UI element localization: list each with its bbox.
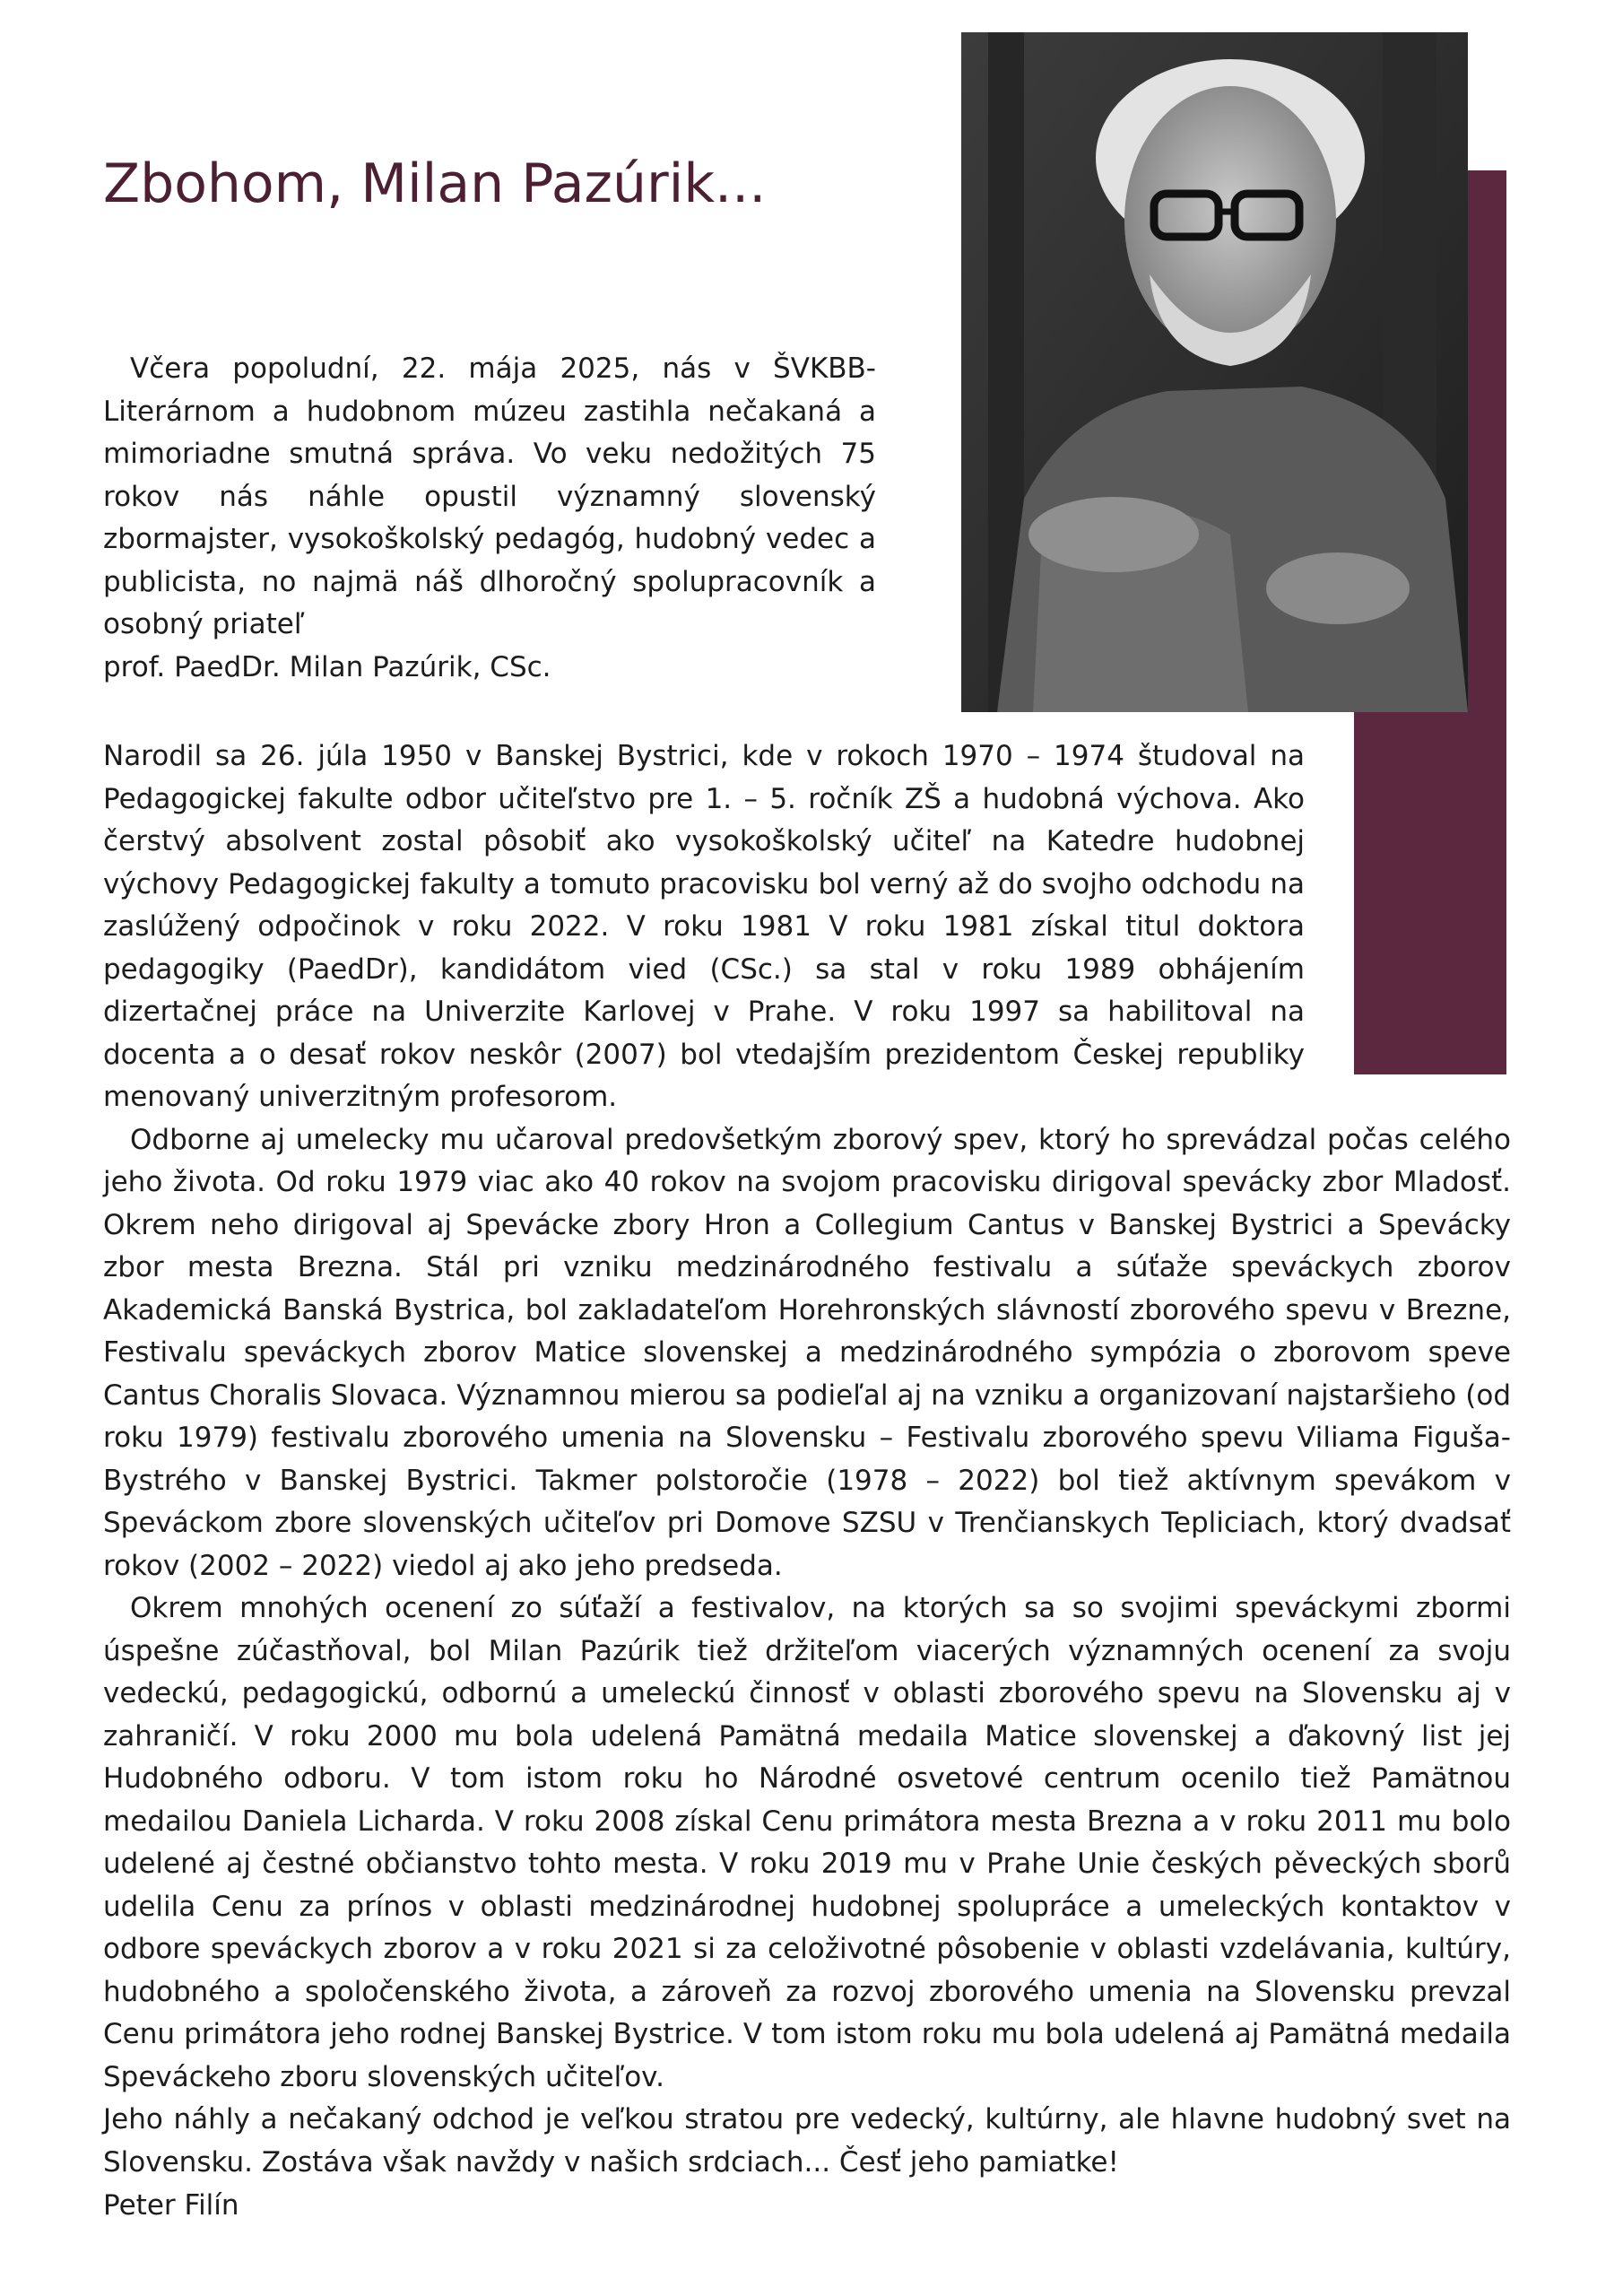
author-name: Peter Filín [103,2189,239,2222]
paragraph-biography: Narodil sa 26. júla 1950 v Banskej Bystrici, kde v rokoch 1970 – 1974 študoval na Pedagogickej fakulte odbor učiteľstvo pre 1. – 5. ročník ZŠ a hudobná výchova. Ako čerstvý absolvent zostal pôsobiť ako vysokoškolský učiteľ na Katedre hudobnej výchovy Pedagogickej fakulty a tomuto pracovisku bol verný až do svojho odchodu na zaslúžený odpočinok v roku 2022. V roku 1981 V roku 1981 získal titul doktora pedagogiky (PaedDr), kandidátom vied (CSc.) sa stal v roku 1989 obhájením dizertačnej práce na Univerzite Karlovej v Prahe. V roku 1997 sa habilitoval na docenta a o desať rokov neskôr (2007) bol vtedajším prezidentom Českej republiky menovaný univerzitným profesorom. [103,740,1305,1113]
portrait-photo [961,32,1468,712]
intro-paragraph [103,348,876,689]
article-body [103,735,1511,2184]
deceased-name: prof. PaedDr. Milan Pazúrik, CSc. [103,650,551,683]
paragraph-awards: Okrem mnohých ocenení zo súťaží a festivalov, na ktorých sa so svojimi speváckymi zbormi úspešne zúčastňoval, bol Milan Pazúrik tiež držiteľom viacerých významných ocenení za svoju vedeckú, pedagogickú, odbornú a umeleckú činnosť v oblasti zborového spevu na Slovensku aj v zahraničí. V roku 2000 mu bola udelená Pamätná medaila Matice slovenskej a ďakovný list jej Hudobného odboru. V tom istom roku ho Národné osvetové centrum ocenilo tiež Pamätnou medailou Daniela Licharda. V roku 2008 získal Cenu primátora mesta Brezna a v roku 2011 mu bolo udelené aj čestné občianstvo tohto mesta. V roku 2019 mu v Prahe Unie českých pěveckých sborů udelila Cenu za prínos v oblasti medzinárodnej hudobnej spolupráce a umeleckých kontaktov v odbore speváckych zborov a v roku 2021 si za celoživotné pôsobenie v oblasti vzdelávania, kultúry, hudobného a spoločenského života, a zároveň za rozvoj zborového umenia na Slovensku prevzal Cenu primátora jeho rodnej Banskej Bystrice. V tom istom roku mu bola udelená aj Pamätná medaila Speváckeho zboru slovenských učiteľov. [103,1592,1511,2093]
article-title: Zbohom, Milan Pazúrik... [103,152,767,215]
paragraph-choral-work: Odborne aj umelecky mu učaroval predovšetkým zborový spev, ktorý ho sprevádzal počas celého jeho života. Od roku 1979 viac ako 40 rokov na svojom pracovisku dirigoval spevácky zbor Mladosť. Okrem neho dirigoval aj Spevácke zbory Hron a Collegium Cantus v Banskej Bystrici a Spevácky zbor mesta Brezna. Stál pri vzniku medzinárodného festivalu a súťaže speváckych zborov Akademická Banská Bystrica, bol zakladateľom Horehronských slávností zborového spevu v Brezne, Festivalu speváckych zborov Matice slovenskej a medzinárodného sympózia o zborovom speve Cantus Choralis Slovaca. Významnou mierou sa podieľal aj na vzniku a organizovaní najstaršieho (od roku 1979) festivalu zborového umenia na Slovensku – Festivalu zborového spevu Viliama Figuša-Bystrého v Banskej Bystrici. Takmer polstoročie (1978 – 2022) bol tiež aktívnym spevákom v Speváckom zbore slovenských učiteľov pri Domove SZSU v Trenčianskych Tepliciach, ktorý dvadsať rokov (2002 – 2022) viedol aj ako jeho predseda. [103,1123,1511,1582]
intro-text: Včera popoludní, 22. mája 2025, nás v ŠVKBB-Literárnom a hudobnom múzeu zastihla nečakaná a mimoriadne smutná správa. Vo veku nedožitých 75 rokov nás náhle opustil významný slovenský zbormajster, vysokoškolský pedagóg, hudobný vedec a publicista, no najmä náš dlhoročný spolupracovník a osobný priateľ [103,352,876,640]
paragraph-farewell: Jeho náhly a nečakaný odchod je veľkou stratou pre vedecký, kultúrny, ale hlavne hudobný svet na Slovensku. Zostáva však navždy v našich srdciach... Česť jeho pamiatke! [103,2103,1511,2179]
